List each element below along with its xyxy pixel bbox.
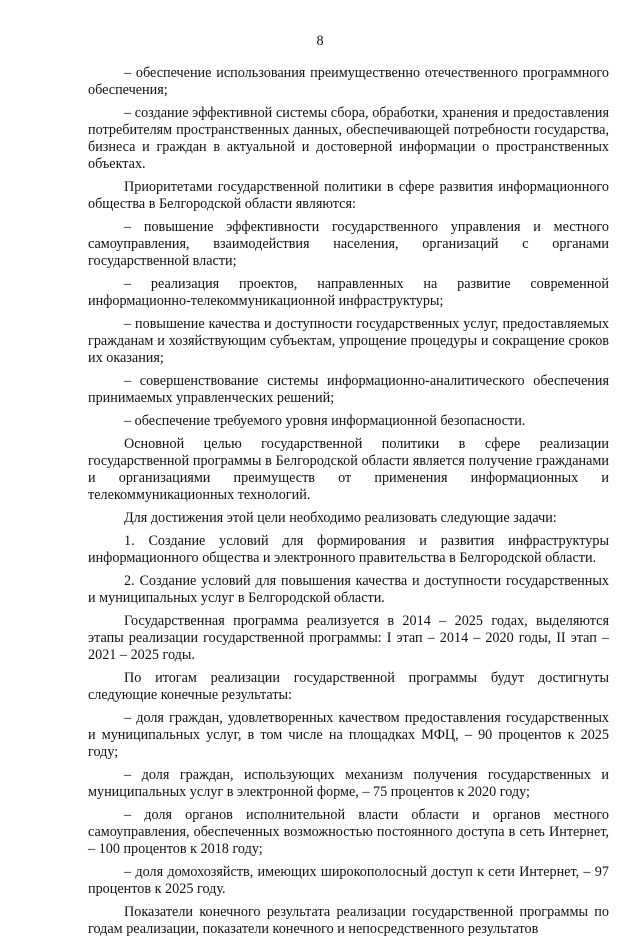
paragraph: – обеспечение требуемого уровня информационной безопасности. xyxy=(124,413,526,429)
document-body xyxy=(88,65,609,938)
paragraph: – доля органов исполнительной власти области и органов местного самоуправления, обеспеченных возможностью постоянного доступа в сеть Интернет, – 100 процентов к 2018 году; xyxy=(88,807,609,857)
paragraph: Основной целью государственной политики в сфере реализации государственной программы в Белгородской области является получение гражданами и организациями преимуществ от применения информационных и телекоммуникационных технологий. xyxy=(88,436,609,503)
paragraph: 1. Создание условий для формирования и развития инфраструктуры информационного общества и электронного правительства в Белгородской области. xyxy=(88,533,609,566)
paragraph: – создание эффективной системы сбора, обработки, хранения и предоставления потребителям пространственных данных, обеспечивающей потребности государства, бизнеса и граждан в актуальной и достоверной информации о пространственных объектах. xyxy=(88,105,609,172)
paragraph: – доля граждан, использующих механизм получения государственных и муниципальных услуг в электронной форме, – 75 процентов к 2020 году; xyxy=(88,767,609,800)
page-number: 8 xyxy=(316,33,324,49)
paragraph: – доля граждан, удовлетворенных качеством предоставления государственных и муниципальных услуг, в том числе на площадках МФЦ, – 90 процентов к 2025 году; xyxy=(88,710,609,760)
paragraph: – обеспечение использования преимущественно отечественного программного обеспечения; xyxy=(88,65,609,98)
paragraph: – реализация проектов, направленных на развитие современной информационно-телекоммуникационной инфраструктуры; xyxy=(88,276,609,309)
paragraph: – повышение качества и доступности государственных услуг, предоставляемых гражданам и хозяйствующим субъектам, упрощение процедуры и сокращение сроков их оказания; xyxy=(88,316,609,366)
paragraph: – доля домохозяйств, имеющих широкополосный доступ к сети Интернет, – 97 процентов к 2025 году. xyxy=(88,864,609,897)
paragraph: Для достижения этой цели необходимо реализовать следующие задачи: xyxy=(124,510,557,526)
paragraph: Показатели конечного результата реализации государственной программы по годам реализации, показатели конечного и непосредственного результатов xyxy=(88,904,609,937)
paragraph: 2. Создание условий для повышения качества и доступности государственных и муниципальных услуг в Белгородской области. xyxy=(88,573,609,606)
paragraph: Государственная программа реализуется в 2014 – 2025 годах, выделяются этапы реализации государственной программы: I этап – 2014 – 2020 годы, II этап – 2021 – 2025 годы. xyxy=(88,613,609,663)
paragraph: Приоритетами государственной политики в сфере развития информационного общества в Белгородской области являются: xyxy=(88,179,609,212)
paragraph: По итогам реализации государственной программы будут достигнуты следующие конечные результаты: xyxy=(88,670,609,703)
paragraph: – совершенствование системы информационно-аналитического обеспечения принимаемых управленческих решений; xyxy=(88,373,609,406)
paragraph: – повышение эффективности государственного управления и местного самоуправления, взаимодействия населения, организаций с органами государственной власти; xyxy=(88,219,609,269)
